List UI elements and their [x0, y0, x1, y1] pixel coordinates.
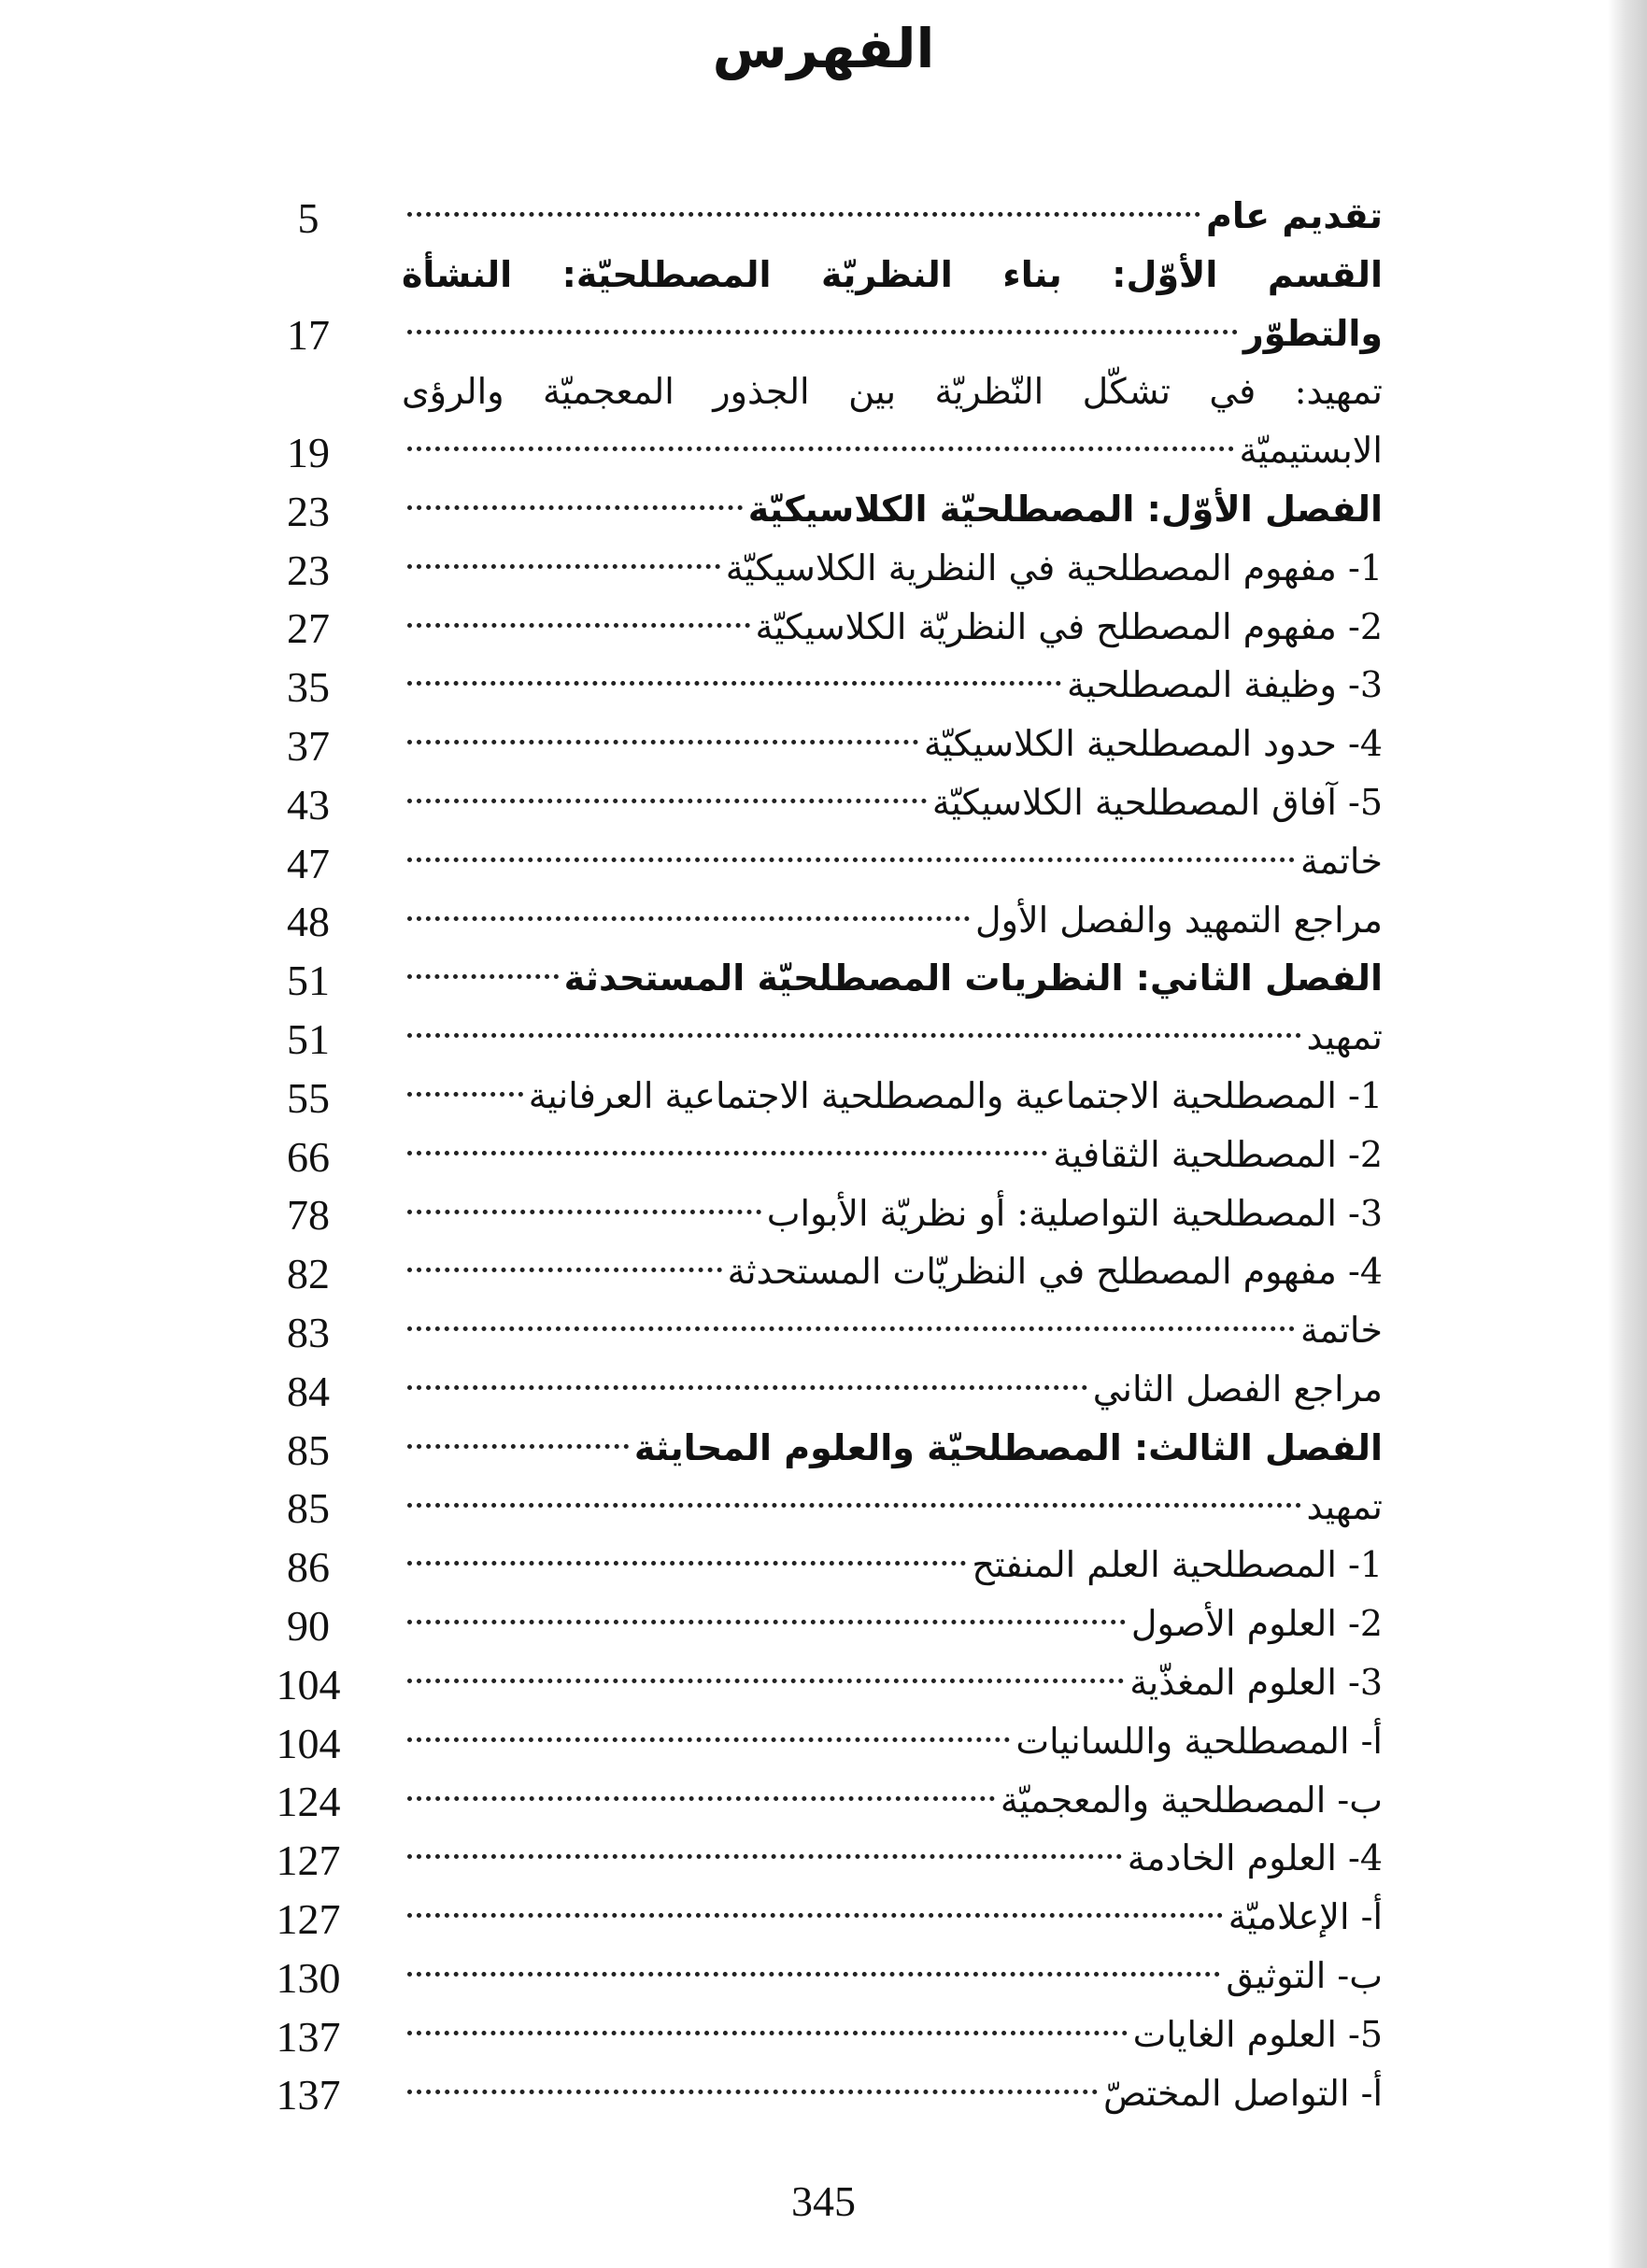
toc-entry-first-line: تمهيد: في تشكّل النّظريّة بين الجذور المعجميّة والرؤى	[402, 371, 1383, 413]
toc-entry	[262, 1595, 1383, 1653]
toc-entry	[262, 2064, 1383, 2123]
toc-entry-text-block	[402, 1536, 1383, 1595]
dot-leader	[407, 1972, 1220, 1977]
dot-leader	[407, 505, 743, 510]
toc-entry-title: 2- العلوم الأصول	[1130, 1603, 1383, 1645]
toc-entry-text-block	[402, 362, 1383, 480]
toc-entry-title: الفصل الثالث: المصطلحيّة والعلوم المحايثة	[633, 1426, 1383, 1468]
toc-entry-line	[402, 949, 1383, 1008]
toc-entry-line	[402, 1360, 1383, 1419]
toc-page-number: 130	[276, 1953, 341, 2002]
toc-entry-text-block	[402, 1184, 1383, 1243]
toc-entry-text-block	[402, 1301, 1383, 1360]
toc-entry-title: 3- وظيفة المصطلحية	[1066, 664, 1383, 706]
toc-entry-text-block	[402, 598, 1383, 657]
dot-leader	[407, 858, 1295, 862]
toc-entry-title: 2- المصطلحية الثقافية	[1053, 1133, 1383, 1175]
toc-page-number: 78	[287, 1191, 330, 1240]
toc-entry-text-block	[402, 187, 1383, 246]
toc-entry	[262, 1536, 1383, 1595]
toc-entry-text-block	[402, 1126, 1383, 1184]
toc-entry-line	[402, 187, 1383, 246]
toc-entry-text-block	[402, 656, 1383, 715]
toc-entry-title: أ- التواصل المختصّ	[1102, 2072, 1383, 2114]
dot-leader	[407, 2090, 1098, 2094]
toc-page-number: 19	[287, 428, 330, 476]
toc-entry-text-block	[402, 1419, 1383, 1478]
toc-entry-title: خاتمة	[1300, 840, 1383, 882]
toc-page-number: 47	[287, 839, 330, 887]
toc-page-number: 86	[287, 1543, 330, 1592]
toc-entry-text-block	[402, 1008, 1383, 1067]
dot-leader	[407, 1151, 1047, 1155]
toc-entry	[262, 832, 1383, 891]
toc-entry-text-block	[402, 1360, 1383, 1419]
toc-entry	[262, 1360, 1383, 1419]
toc-entry-title: خاتمة	[1300, 1310, 1383, 1352]
table-of-contents	[262, 187, 1383, 2122]
dot-leader	[407, 1268, 722, 1272]
toc-entry	[262, 1947, 1383, 2006]
toc-entry-line	[402, 773, 1383, 832]
toc-page-number: 23	[287, 546, 330, 594]
dot-leader	[407, 1561, 966, 1566]
toc-entry	[262, 598, 1383, 657]
toc-entry-title: 5- العلوم الغايات	[1132, 2013, 1383, 2055]
toc-entry-line	[402, 1184, 1383, 1243]
toc-entry-line	[402, 421, 1383, 480]
toc-entry	[262, 1771, 1383, 1830]
toc-entry-line	[402, 1067, 1383, 1126]
toc-entry-title: والتطوّر	[1242, 312, 1383, 354]
toc-entry-line	[402, 1829, 1383, 1888]
toc-entry-title: 5- آفاق المصطلحية الكلاسيكيّة	[931, 781, 1383, 823]
toc-entry-line	[402, 1595, 1383, 1653]
toc-page-number: 51	[287, 1014, 330, 1063]
dot-leader	[407, 212, 1200, 217]
toc-entry-title: مراجع التمهيد والفصل الأول	[975, 899, 1383, 941]
toc-entry-text-block	[402, 1242, 1383, 1301]
toc-entry-title: ب- المصطلحية والمعجميّة	[1000, 1779, 1383, 1821]
toc-entry	[262, 1478, 1383, 1537]
dot-leader	[407, 1620, 1126, 1624]
toc-entry	[262, 1126, 1383, 1184]
dot-leader	[407, 974, 559, 979]
toc-entry-title: 1- المصطلحية العلم المنفتح	[972, 1544, 1383, 1586]
toc-entry	[262, 1008, 1383, 1067]
toc-entry	[262, 362, 1383, 480]
toc-entry-line	[402, 2064, 1383, 2123]
toc-entry-line	[402, 1301, 1383, 1360]
toc-page-number: 23	[287, 487, 330, 535]
toc-page-number: 35	[287, 663, 330, 712]
toc-entry-text-block	[402, 891, 1383, 950]
toc-entry-title: 4- حدود المصطلحية الكلاسيكيّة	[923, 723, 1383, 765]
toc-entry-line	[402, 1712, 1383, 1771]
toc-entry-line	[402, 2006, 1383, 2064]
toc-page-number: 90	[287, 1601, 330, 1650]
toc-entry-line	[402, 1008, 1383, 1067]
toc-entry-line	[402, 1242, 1383, 1301]
toc-entry-text-block	[402, 1947, 1383, 2006]
toc-entry-text-block	[402, 2064, 1383, 2123]
toc-entry-title: الفصل الأوّل: المصطلحيّة الكلاسيكيّة	[747, 488, 1383, 530]
page-edge-shadow	[1608, 0, 1647, 2268]
toc-page-number: 48	[287, 898, 330, 946]
dot-leader	[407, 564, 720, 569]
toc-entry	[262, 1829, 1383, 1888]
toc-entry	[262, 246, 1383, 363]
toc-entry-text-block	[402, 1653, 1383, 1712]
dot-leader	[407, 1796, 995, 1801]
toc-page-number: 5	[297, 193, 319, 242]
toc-entry-title: 1- مفهوم المصطلحية في النظرية الكلاسيكيّة	[725, 546, 1383, 588]
toc-entry	[262, 187, 1383, 246]
dot-leader	[407, 799, 927, 803]
dot-leader	[407, 740, 918, 744]
toc-entry-line	[402, 305, 1383, 363]
toc-entry-text-block	[402, 949, 1383, 1008]
toc-entry-line	[402, 539, 1383, 598]
toc-entry-line	[402, 1478, 1383, 1537]
toc-entry-text-block	[402, 1067, 1383, 1126]
toc-page-number: 124	[276, 1778, 341, 1826]
toc-entry	[262, 2006, 1383, 2064]
toc-entry-line	[402, 715, 1383, 773]
dot-leader	[407, 1913, 1223, 1918]
dot-leader	[407, 681, 1061, 686]
toc-entry-text-block	[402, 1771, 1383, 1830]
toc-entry	[262, 1067, 1383, 1126]
dot-leader	[407, 916, 970, 921]
dot-leader	[407, 2031, 1128, 2035]
dot-leader	[407, 1444, 629, 1449]
toc-entry-line	[402, 891, 1383, 950]
dot-leader	[407, 1210, 761, 1214]
toc-entry-line	[402, 1653, 1383, 1712]
toc-entry	[262, 1242, 1383, 1301]
toc-page-number: 43	[287, 780, 330, 829]
toc-entry-title: أ- الإعلاميّة	[1228, 1896, 1383, 1938]
toc-entry-text-block	[402, 1712, 1383, 1771]
toc-entry	[262, 1653, 1383, 1712]
toc-entry-title: مراجع الفصل الثاني	[1092, 1368, 1383, 1410]
toc-entry-text-block	[402, 1829, 1383, 1888]
toc-entry-text-block	[402, 2006, 1383, 2064]
toc-entry-line	[402, 832, 1383, 891]
toc-page-number: 55	[287, 1073, 330, 1122]
toc-page-number: 84	[287, 1367, 330, 1415]
toc-page-number: 51	[287, 957, 330, 1005]
toc-entry-title: أ- المصطلحية واللسانيات	[1015, 1720, 1383, 1762]
toc-entry-line	[402, 1888, 1383, 1947]
toc-entry-title: 3- العلوم المغذّية	[1129, 1661, 1383, 1703]
toc-page-number: 85	[287, 1484, 330, 1533]
toc-entry	[262, 1888, 1383, 1947]
toc-entry-first-line: القسم الأوّل: بناء النظريّة المصطلحيّة: النشأة	[402, 253, 1383, 295]
dot-leader	[407, 447, 1234, 451]
toc-entry-title: تمهيد	[1306, 1016, 1383, 1058]
toc-entry-title: 4- مفهوم المصطلح في النظريّات المستحدثة	[727, 1251, 1383, 1293]
toc-entry-line	[402, 1126, 1383, 1184]
page-number: 345	[791, 2177, 856, 2225]
toc-entry-text-block	[402, 773, 1383, 832]
toc-entry-title: الفصل الثاني: النظريات المصطلحيّة المستحدثة	[563, 957, 1383, 999]
toc-entry	[262, 1301, 1383, 1360]
dot-leader	[407, 330, 1238, 334]
toc-page-number: 137	[276, 2071, 341, 2119]
toc-entry-line	[402, 1536, 1383, 1595]
toc-entry-text-block	[402, 1478, 1383, 1537]
toc-entry-title: الابستيميّة	[1239, 430, 1383, 472]
toc-page-number: 137	[276, 2012, 341, 2061]
dot-leader	[407, 1385, 1087, 1390]
toc-entry-text-block	[402, 480, 1383, 539]
toc-entry	[262, 1712, 1383, 1771]
toc-page-number: 37	[287, 721, 330, 770]
toc-entry	[262, 891, 1383, 950]
toc-entry-text-block	[402, 1888, 1383, 1947]
toc-entry-line	[402, 1771, 1383, 1830]
toc-entry-title: تقديم عام	[1206, 195, 1383, 236]
toc-entry-line	[402, 1419, 1383, 1478]
dot-leader	[407, 1092, 523, 1097]
toc-entry-text-block	[402, 539, 1383, 598]
toc-page-number: 82	[287, 1250, 330, 1298]
toc-entry-title: 3- المصطلحية التواصلية: أو نظريّة الأبواب	[766, 1192, 1383, 1234]
toc-entry-line	[402, 598, 1383, 657]
page-title: الفهرس	[712, 17, 935, 80]
toc-entry-text-block	[402, 1595, 1383, 1653]
toc-entry-line	[402, 1947, 1383, 2006]
toc-entry	[262, 715, 1383, 773]
toc-entry-title: 2- مفهوم المصطلح في النظريّة الكلاسيكيّة	[755, 605, 1383, 647]
toc-entry-title: تمهيد	[1306, 1485, 1383, 1527]
toc-entry-line	[402, 656, 1383, 715]
dot-leader	[407, 1737, 1010, 1742]
toc-page-number: 66	[287, 1132, 330, 1181]
toc-entry-text-block	[402, 832, 1383, 891]
toc-entry	[262, 480, 1383, 539]
toc-entry	[262, 539, 1383, 598]
dot-leader	[407, 1854, 1122, 1859]
dot-leader	[407, 1503, 1301, 1508]
toc-entry-text-block	[402, 715, 1383, 773]
toc-entry-title: 4- العلوم الخادمة	[1127, 1837, 1383, 1879]
toc-entry-title: ب- التوثيق	[1226, 1954, 1383, 1996]
toc-page-number: 104	[276, 1719, 341, 1767]
dot-leader	[407, 1033, 1301, 1038]
dot-leader	[407, 1326, 1295, 1331]
toc-entry	[262, 1419, 1383, 1478]
toc-page-number: 104	[276, 1660, 341, 1708]
dot-leader	[407, 623, 750, 628]
toc-page-number: 127	[276, 1894, 341, 1943]
toc-page-number: 85	[287, 1425, 330, 1474]
toc-page-number: 27	[287, 604, 330, 653]
toc-page-number: 83	[287, 1308, 330, 1356]
toc-entry	[262, 773, 1383, 832]
toc-entry-text-block	[402, 246, 1383, 363]
toc-entry	[262, 949, 1383, 1008]
toc-page-number: 127	[276, 1836, 341, 1885]
toc-entry	[262, 1184, 1383, 1243]
toc-entry-line	[402, 480, 1383, 539]
toc-entry-title: 1- المصطلحية الاجتماعية والمصطلحية الاجتماعية العرفانية	[528, 1074, 1383, 1116]
toc-page-number: 17	[287, 311, 330, 360]
dot-leader	[407, 1679, 1124, 1683]
toc-entry	[262, 656, 1383, 715]
